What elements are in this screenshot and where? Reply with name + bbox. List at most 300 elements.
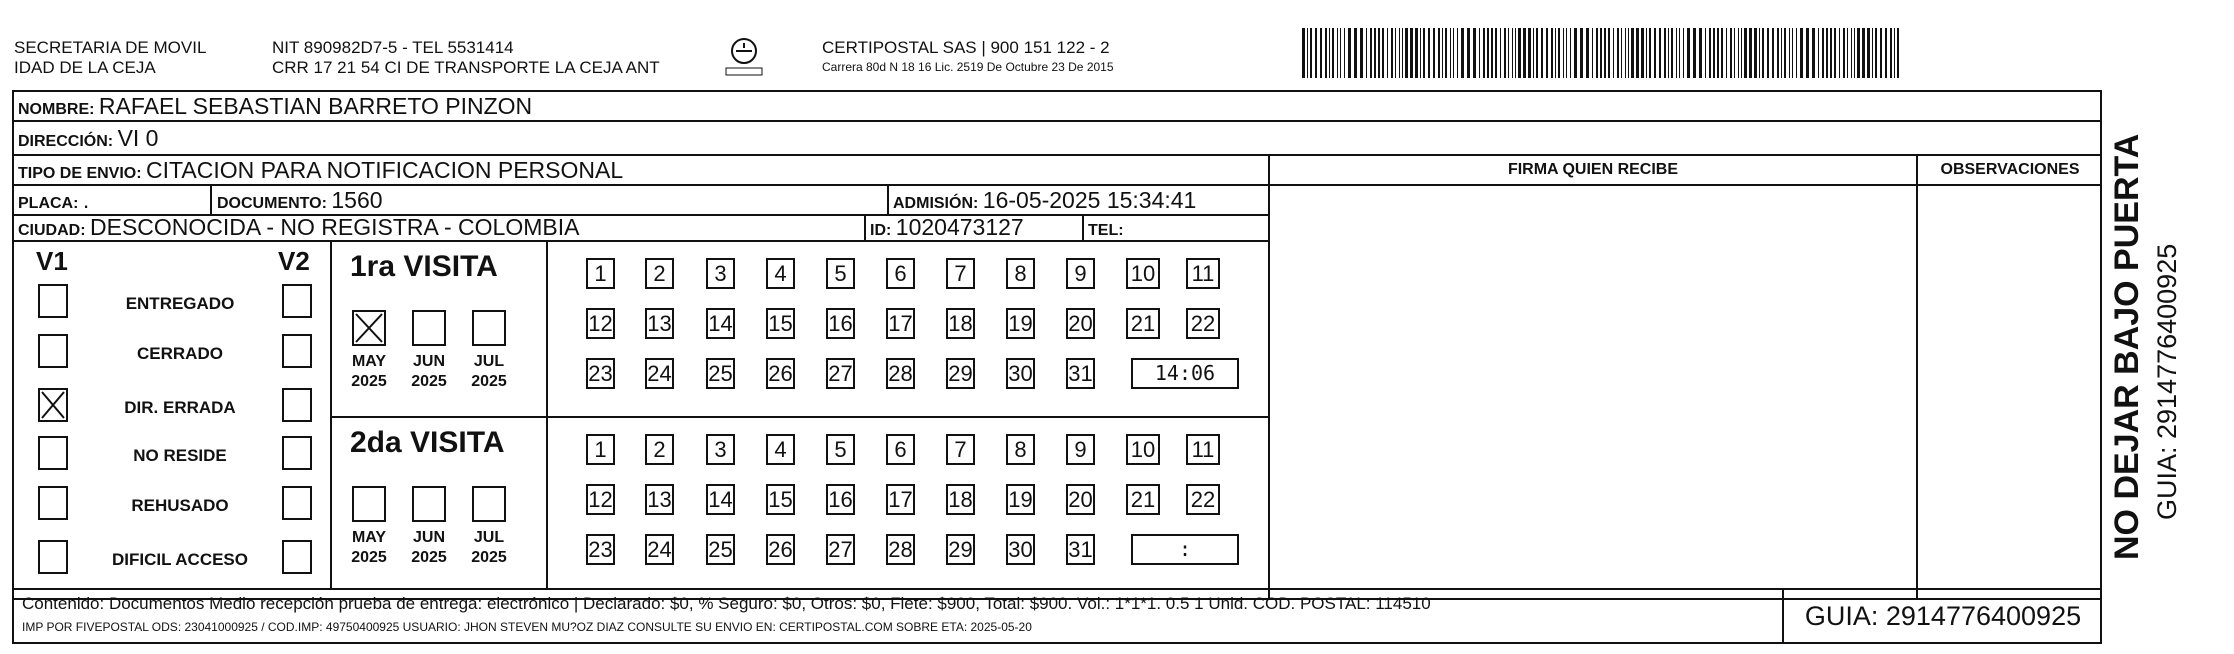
visit-1-day-box[interactable] xyxy=(1066,308,1095,339)
barcode-bar xyxy=(1767,28,1769,78)
barcode-bar xyxy=(1762,28,1764,78)
barcode-bar xyxy=(1789,28,1790,78)
visit-2-day-box[interactable] xyxy=(586,484,615,515)
visit-1-day-box[interactable] xyxy=(946,358,975,389)
visit-1-day-box[interactable] xyxy=(1126,308,1160,339)
barcode-bar xyxy=(1558,28,1560,78)
v2-checkbox-cerrado[interactable] xyxy=(282,334,312,368)
barcode-bar xyxy=(1332,28,1334,78)
barcode-bar xyxy=(1457,28,1458,78)
barcode-bar xyxy=(1467,28,1470,78)
visit-1-day-box[interactable] xyxy=(645,308,674,339)
visit-2-day-box[interactable] xyxy=(706,534,735,565)
barcode-bar xyxy=(1628,28,1629,78)
barcode-bar xyxy=(1374,28,1376,78)
barcode-bar xyxy=(1854,28,1855,78)
tel-field xyxy=(1088,214,1124,244)
print-info-line: IMP POR FIVEPOSTAL ODS: 23041000925 / COD.IMP: 49750400925 USUARIO: JHON STEVEN MU?OZ DIAZ CONSULTE SU ENVIO EN: CERTIPOSTAL.COM SOBRE ETA: 2025-05-20 xyxy=(22,620,1032,634)
barcode-bar xyxy=(1617,28,1619,78)
barcode-bar xyxy=(1541,28,1543,78)
barcode-bar xyxy=(1450,28,1451,78)
observations-area[interactable] xyxy=(1920,188,2100,598)
day-number: 22 xyxy=(1190,311,1216,336)
barcode-bar xyxy=(1867,28,1870,78)
barcode-bar xyxy=(1586,28,1589,78)
sender-line-2: IDAD DE LA CEJA xyxy=(14,58,156,77)
status-label-entregado: ENTREGADO xyxy=(125,294,235,313)
day-number: 10 xyxy=(1130,437,1156,462)
barcode-bar xyxy=(1329,28,1330,78)
v1-checkbox-dir-errada[interactable] xyxy=(38,388,68,422)
barcode-bar xyxy=(1483,28,1485,78)
day-number: 15 xyxy=(768,311,793,336)
day-number: 2 xyxy=(653,261,666,286)
check-x-icon xyxy=(40,390,66,420)
visit-2-time-box[interactable] xyxy=(1131,534,1239,565)
visit-2-month-label xyxy=(464,528,514,568)
barcode-bar xyxy=(1834,28,1836,78)
v1-checkbox-entregado[interactable] xyxy=(38,284,68,318)
barcode-bar xyxy=(1546,28,1548,78)
visit-1-month-jul-checkbox[interactable] xyxy=(472,310,506,346)
barcode-bar xyxy=(1438,28,1440,78)
barcode-bar xyxy=(1491,28,1493,78)
day-number: 14 xyxy=(708,311,733,336)
barcode-bar xyxy=(1551,28,1553,78)
id-value: 1020473127 xyxy=(895,214,1024,240)
barcode-bar xyxy=(1646,28,1647,78)
barcode-bar xyxy=(1533,28,1534,78)
visit-1-day-box[interactable] xyxy=(886,308,915,339)
barcode-bar xyxy=(1423,28,1425,78)
barcode-bar xyxy=(1563,28,1564,78)
month-year: 2025 xyxy=(471,373,507,390)
day-number: 2 xyxy=(653,437,666,462)
barcode-bar xyxy=(1872,28,1873,78)
day-number: 18 xyxy=(948,311,973,336)
visit-1-day-box[interactable] xyxy=(766,358,795,389)
day-number: 3 xyxy=(714,437,727,462)
v2-checkbox-entregado[interactable] xyxy=(282,284,312,318)
visit-2-day-box[interactable] xyxy=(706,484,735,515)
visit-1-day-box[interactable] xyxy=(946,308,975,339)
day-number: 7 xyxy=(954,261,967,286)
barcode-bar xyxy=(1574,28,1577,78)
day-number: 17 xyxy=(888,487,913,512)
check-x-icon xyxy=(354,312,384,344)
visit-1-day-box[interactable] xyxy=(1126,258,1160,289)
barcode-bar xyxy=(1344,28,1345,78)
barcode-bar xyxy=(1826,28,1828,78)
barcode-bar xyxy=(1781,28,1782,78)
barcode-bar xyxy=(1596,28,1598,78)
visit-2-day-box[interactable] xyxy=(645,434,674,465)
barcode-bar xyxy=(1796,28,1797,78)
barcode-bar xyxy=(1721,28,1723,78)
month-name: JUL xyxy=(473,353,505,370)
visit-1-day-box[interactable] xyxy=(1066,258,1095,289)
barcode-bar xyxy=(1566,28,1567,78)
barcode-bar xyxy=(1687,28,1690,78)
status-label-rehusado: REHUSADO xyxy=(131,496,229,515)
day-number: 25 xyxy=(708,537,733,562)
visit-2-day-box[interactable] xyxy=(946,434,975,465)
barcode-bar xyxy=(1885,28,1887,78)
day-number: 13 xyxy=(647,487,672,512)
barcode-bar xyxy=(1325,28,1327,78)
company-info xyxy=(822,38,1114,76)
barcode-bar xyxy=(1500,28,1501,78)
barcode-bar xyxy=(1310,28,1312,78)
barcode-bar xyxy=(1315,28,1317,78)
barcode-bar xyxy=(1649,28,1651,78)
barcode-bar xyxy=(1664,28,1666,78)
barcode-bar xyxy=(1487,28,1489,78)
admission-value: 16-05-2025 15:34:41 xyxy=(982,187,1197,213)
barcode-bar xyxy=(1625,28,1626,78)
day-number: 10 xyxy=(1130,261,1156,286)
barcode-bar xyxy=(1839,28,1840,78)
visit-2-day-box[interactable] xyxy=(1186,484,1220,515)
month-year: 2025 xyxy=(411,373,447,390)
barcode-bar xyxy=(1528,28,1531,78)
day-number: 19 xyxy=(1008,487,1033,512)
day-number: 5 xyxy=(834,437,847,462)
barcode-bar xyxy=(1320,28,1322,78)
day-number: 30 xyxy=(1008,361,1033,386)
day-number: 29 xyxy=(948,537,973,562)
day-number: 31 xyxy=(1068,537,1093,562)
barcode-bar xyxy=(1395,28,1396,78)
barcode-bar xyxy=(1683,28,1684,78)
day-number: 21 xyxy=(1130,487,1156,512)
barcode-bar xyxy=(1366,28,1367,78)
barcode-bar xyxy=(1659,28,1661,78)
barcode-bar xyxy=(1473,28,1476,78)
barcode-bar xyxy=(1580,28,1583,78)
visit-2-day-box[interactable] xyxy=(946,484,975,515)
visit-1-month-label xyxy=(464,352,514,392)
signature-area[interactable] xyxy=(1272,188,1912,598)
visit-1-day-box[interactable] xyxy=(645,258,674,289)
day-number: 9 xyxy=(1074,437,1087,462)
barcode-bar xyxy=(1759,28,1760,78)
barcode-bar xyxy=(1508,28,1509,78)
status-label-cerrado: CERRADO xyxy=(137,344,223,363)
barcode-bar xyxy=(1812,28,1815,78)
id-field xyxy=(870,214,1024,244)
visit-2-day-box[interactable] xyxy=(1126,434,1160,465)
city-field xyxy=(18,214,579,244)
v1-header: V1 xyxy=(36,246,68,276)
day-number: 26 xyxy=(768,537,793,562)
barcode-bar xyxy=(1307,28,1308,78)
day-number: 1 xyxy=(594,437,607,462)
tel-label: TEL: xyxy=(1088,222,1124,239)
barcode-bar xyxy=(1890,28,1892,78)
day-number: 27 xyxy=(828,361,853,386)
barcode-bar xyxy=(1709,28,1711,78)
month-name: JUN xyxy=(412,353,445,370)
v2-checkbox-dificil-acceso[interactable] xyxy=(282,540,312,574)
v1-checkbox-cerrado[interactable] xyxy=(38,334,68,368)
visit-2-day-box[interactable] xyxy=(586,434,615,465)
barcode-bar xyxy=(1518,28,1521,78)
day-number: 12 xyxy=(588,487,613,512)
barcode-bar xyxy=(1504,28,1506,78)
barcode-bar xyxy=(1857,28,1860,78)
day-number: 31 xyxy=(1068,361,1093,386)
visit-2-day-box[interactable] xyxy=(706,434,735,465)
visit-1-month-jun-checkbox[interactable] xyxy=(412,310,446,346)
barcode-bar xyxy=(1391,28,1393,78)
day-number: 6 xyxy=(894,261,907,286)
nit-line: NIT 890982D7-5 - TEL 5531414 xyxy=(272,38,514,57)
visit-1-day-box[interactable] xyxy=(1006,258,1035,289)
visit-2-day-box[interactable] xyxy=(1006,434,1035,465)
v1-checkbox-no-reside[interactable] xyxy=(38,436,68,470)
v2-checkbox-rehusado[interactable] xyxy=(282,486,312,520)
barcode-bar xyxy=(1847,28,1848,78)
visit-2-month-label xyxy=(404,528,454,568)
barcode-bar xyxy=(1641,28,1644,78)
visit-2-day-box[interactable] xyxy=(886,534,915,565)
visit-2-day-box[interactable] xyxy=(645,534,674,565)
visit-1-day-box[interactable] xyxy=(1066,358,1095,389)
barcode-bar xyxy=(1897,28,1899,78)
day-number: 29 xyxy=(948,361,973,386)
visit-1-day-box[interactable] xyxy=(1006,358,1035,389)
barcode-bar xyxy=(1784,28,1786,78)
day-number: 18 xyxy=(948,487,973,512)
contents-line: Contenido: Documentos Medio recepción prueba de entrega: electrónico | Declarado: $0, % Seguro: $0, Otros: $0, Flete: $900, Total: $900. Vol.: 1*1*1. 0.5 1 Unid. COD. POSTAL: 114510 xyxy=(22,594,1431,613)
barcode-bar xyxy=(1302,28,1305,78)
visit-2-day-box[interactable] xyxy=(1066,534,1095,565)
barcode-bar xyxy=(1668,28,1669,78)
document-label: DOCUMENTO: xyxy=(217,195,327,212)
barcode-bar xyxy=(1741,28,1742,78)
barcode-bar xyxy=(1654,28,1656,78)
day-number: 26 xyxy=(768,361,793,386)
visit-2-day-box[interactable] xyxy=(886,434,915,465)
barcode-bar xyxy=(1636,28,1639,78)
day-number: 8 xyxy=(1014,437,1027,462)
barcode-bar xyxy=(1792,28,1793,78)
barcode-bar xyxy=(1340,28,1341,78)
v2-checkbox-dir-errada[interactable] xyxy=(282,388,312,422)
address-line: CRR 17 21 54 CI DE TRANSPORTE LA CEJA ANT xyxy=(272,58,660,77)
visit-2-day-box[interactable] xyxy=(1066,434,1095,465)
barcode-bar xyxy=(1679,28,1680,78)
certipostal-logo-icon xyxy=(724,35,764,81)
visit-2-day-box[interactable] xyxy=(886,484,915,515)
visit-1-day-box[interactable] xyxy=(886,358,915,389)
visit-1-day-box[interactable] xyxy=(1186,258,1220,289)
barcode-bar xyxy=(1428,28,1430,78)
barcode-bar xyxy=(1631,28,1634,78)
visit-title-1: 1ra VISITA xyxy=(350,250,498,283)
visit-2-month-jun-checkbox[interactable] xyxy=(412,486,446,522)
barcode-bar xyxy=(1830,28,1832,78)
visit-1-day-box[interactable] xyxy=(586,258,615,289)
visit-2-day-box[interactable] xyxy=(1126,484,1160,515)
visit-1-day-box[interactable] xyxy=(766,258,795,289)
visit-1-day-box[interactable] xyxy=(886,258,915,289)
visit-2-day-box[interactable] xyxy=(586,534,615,565)
barcode-bar xyxy=(1515,28,1516,78)
barcode-bar xyxy=(1862,28,1865,78)
day-number: 16 xyxy=(828,487,853,512)
barcode-bar xyxy=(1894,28,1895,78)
side-guide-number: GUIA: 2914776400925 xyxy=(2152,243,2182,520)
day-number: 6 xyxy=(894,437,907,462)
name-value: RAFAEL SEBASTIAN BARRETO PINZON xyxy=(98,93,533,119)
v1-checkbox-rehusado[interactable] xyxy=(38,486,68,520)
name-row xyxy=(18,92,532,124)
visit-2-day-box[interactable] xyxy=(766,484,795,515)
sender-line-1: SECRETARIA DE MOVIL xyxy=(14,38,207,57)
visit-time: : xyxy=(1178,537,1192,561)
barcode-bar xyxy=(1818,28,1819,78)
barcode-bar xyxy=(1555,28,1556,78)
visit-1-day-box[interactable] xyxy=(706,308,735,339)
barcode-bar xyxy=(1337,28,1338,78)
barcode-bar xyxy=(1734,28,1735,78)
license-line: Carrera 80d N 18 16 Lic. 2519 De Octubre 23 De 2015 xyxy=(822,60,1114,74)
city-label: CIUDAD: xyxy=(18,222,86,239)
company-line: CERTIPOSTAL SAS | 900 151 122 - 2 xyxy=(822,38,1110,57)
visit-2-day-box[interactable] xyxy=(766,434,795,465)
barcode-bar xyxy=(1676,28,1677,78)
barcode-bar xyxy=(1843,28,1845,78)
day-number: 30 xyxy=(1008,537,1033,562)
visit-2-month-may-checkbox[interactable] xyxy=(352,486,386,522)
visit-1-time-box[interactable] xyxy=(1131,358,1239,389)
shipment-type-row xyxy=(18,156,623,188)
barcode-bar xyxy=(1536,28,1538,78)
barcode-bar xyxy=(1600,28,1602,78)
barcode-bar xyxy=(1777,28,1779,78)
barcode-bar xyxy=(1370,28,1372,78)
visit-2-day-box[interactable] xyxy=(1006,534,1035,565)
barcode-bar xyxy=(1523,28,1526,78)
day-number: 28 xyxy=(888,537,913,562)
barcode-bar xyxy=(1495,28,1497,78)
barcode-bar xyxy=(1445,28,1447,78)
plate-label: PLACA: xyxy=(18,195,79,212)
barcode-bar xyxy=(1354,28,1357,78)
visit-1-day-box[interactable] xyxy=(586,358,615,389)
visit-2-day-box[interactable] xyxy=(826,534,855,565)
month-year: 2025 xyxy=(471,549,507,566)
day-number: 21 xyxy=(1130,311,1156,336)
visit-1-day-box[interactable] xyxy=(706,358,735,389)
visit-1-day-box[interactable] xyxy=(826,308,855,339)
address-row xyxy=(18,124,158,156)
visit-2-day-box[interactable] xyxy=(946,534,975,565)
visit-1-day-box[interactable] xyxy=(766,308,795,339)
barcode-bar xyxy=(1461,28,1464,78)
day-number: 28 xyxy=(888,361,913,386)
day-number: 15 xyxy=(768,487,793,512)
visit-2-day-box[interactable] xyxy=(1006,484,1035,515)
day-number: 22 xyxy=(1190,487,1216,512)
observations-header: OBSERVACIONES xyxy=(1940,161,2080,178)
visit-2-day-box[interactable] xyxy=(826,434,855,465)
barcode-bar xyxy=(1851,28,1852,78)
visit-2-month-label xyxy=(344,528,394,568)
status-label-dificil-acceso: DIFICIL ACCESO xyxy=(111,550,248,569)
visit-1-day-box[interactable] xyxy=(1186,308,1220,339)
barcode-bar xyxy=(1378,28,1380,78)
visit-1-month-may-checkbox[interactable] xyxy=(352,310,386,346)
day-number: 11 xyxy=(1191,261,1215,286)
day-number: 24 xyxy=(647,361,672,386)
visit-2-day-box[interactable] xyxy=(826,484,855,515)
shipment-type-value: CITACION PARA NOTIFICACION PERSONAL xyxy=(146,157,624,183)
month-name: MAY xyxy=(351,529,387,546)
barcode-bar xyxy=(1348,28,1351,78)
month-name: JUL xyxy=(473,529,505,546)
status-label-no-reside: NO RESIDE xyxy=(133,446,227,465)
barcode-bar xyxy=(1360,28,1363,78)
barcode-bar xyxy=(1880,28,1882,78)
day-number: 13 xyxy=(647,311,672,336)
barcode-bar xyxy=(1699,28,1702,78)
month-year: 2025 xyxy=(351,373,387,390)
visit-2-day-box[interactable] xyxy=(1186,434,1220,465)
address-label: DIRECCIÓN: xyxy=(18,133,114,150)
shipment-type-label: TIPO DE ENVIO: xyxy=(18,165,142,182)
visit-1-day-box[interactable] xyxy=(645,358,674,389)
barcode-bar xyxy=(1479,28,1480,78)
barcode-bar xyxy=(1806,28,1809,78)
day-number: 7 xyxy=(954,437,967,462)
day-number: 14 xyxy=(708,487,733,512)
day-number: 3 xyxy=(714,261,727,286)
sender-name xyxy=(14,38,206,78)
barcode-bar xyxy=(1749,28,1752,78)
day-number: 23 xyxy=(588,537,613,562)
barcode-bar xyxy=(1442,28,1443,78)
barcode-bar xyxy=(1613,28,1614,78)
visit-2-month-jul-checkbox[interactable] xyxy=(472,486,506,522)
barcode-bar xyxy=(1570,28,1571,78)
barcode-bar xyxy=(1730,28,1732,78)
day-number: 11 xyxy=(1191,437,1215,462)
visit-1-day-box[interactable] xyxy=(586,308,615,339)
v2-checkbox-no-reside[interactable] xyxy=(282,436,312,470)
visit-2-day-box[interactable] xyxy=(645,484,674,515)
day-number: 12 xyxy=(588,311,613,336)
visit-1-day-box[interactable] xyxy=(826,258,855,289)
visit-1-day-box[interactable] xyxy=(826,358,855,389)
visit-2-day-box[interactable] xyxy=(1066,484,1095,515)
visit-1-day-box[interactable] xyxy=(946,258,975,289)
day-number: 8 xyxy=(1014,261,1027,286)
visit-time: 14:06 xyxy=(1154,361,1216,385)
visit-1-day-box[interactable] xyxy=(1006,308,1035,339)
barcode-bar xyxy=(1822,28,1824,78)
visit-1-day-box[interactable] xyxy=(706,258,735,289)
signature-header: FIRMA QUIEN RECIBE xyxy=(1507,161,1679,178)
name-label: NOMBRE: xyxy=(18,101,95,118)
visit-2-day-box[interactable] xyxy=(766,534,795,565)
month-year: 2025 xyxy=(411,549,447,566)
day-number: 24 xyxy=(647,537,672,562)
v1-checkbox-dificil-acceso[interactable] xyxy=(38,540,68,574)
day-number: 20 xyxy=(1068,487,1093,512)
